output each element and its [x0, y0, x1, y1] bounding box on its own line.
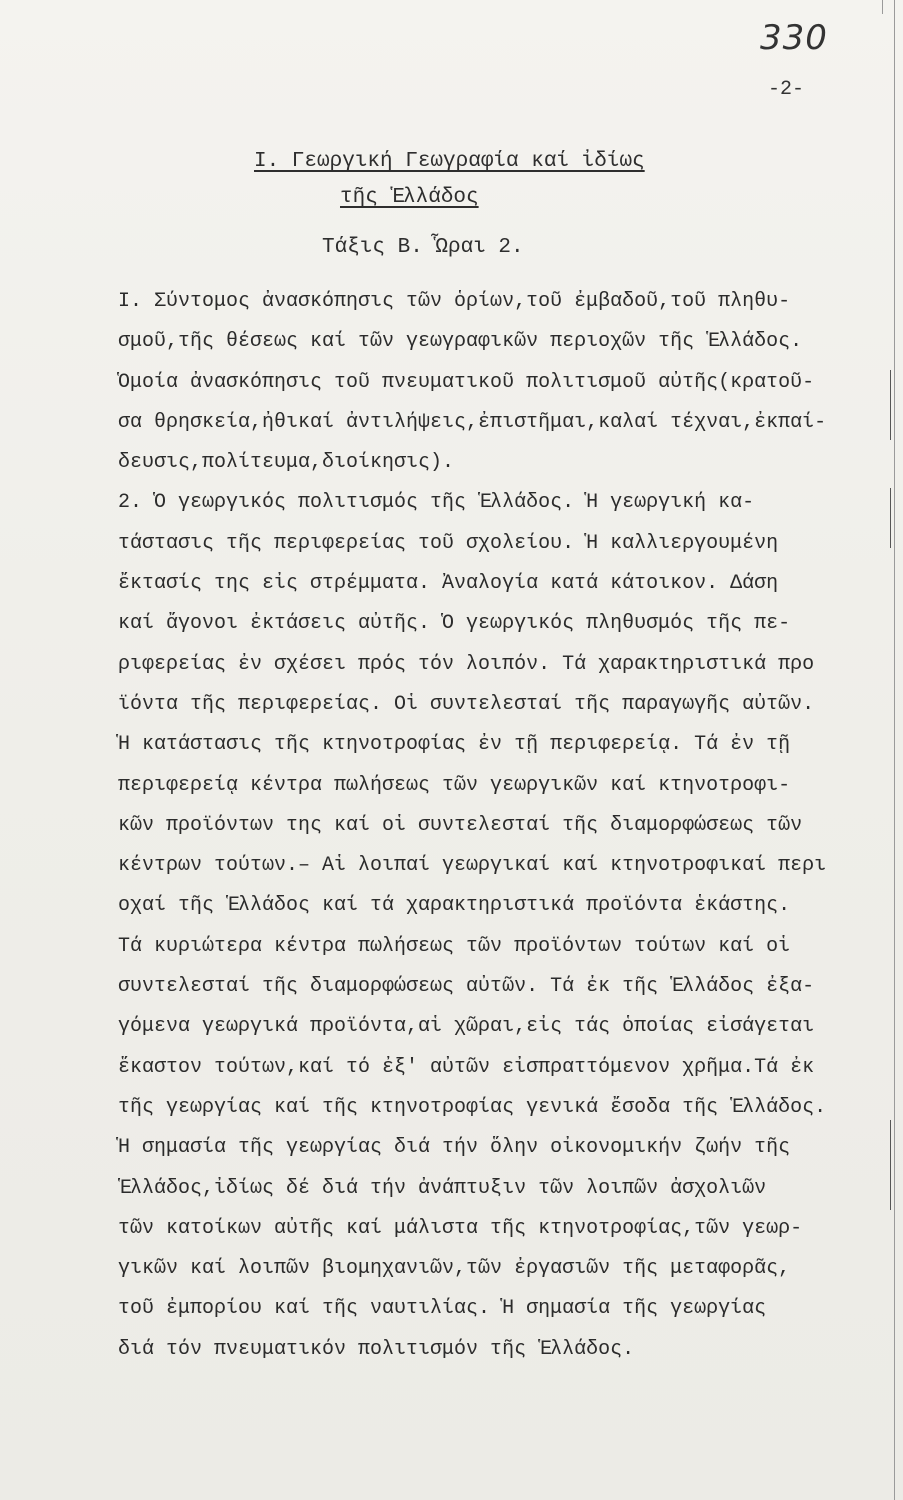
text-line: Ὁμοία ἀνασκόπησις τοῦ πνευματικοῦ πολιτισμοῦ αὐτῆς(κρατοῦ-	[118, 370, 815, 394]
text-line: Τά κυριώτερα κέντρα πωλήσεως τῶν προϊόντων τούτων καί οἱ	[118, 934, 791, 958]
text-line: κῶν προϊόντων της καί οἱ συντελεσταί τῆς διαμορφώσεως τῶν	[118, 813, 803, 837]
text-line: διά τόν πνευματικόν πολιτισμόν τῆς Ἑλλάδος.	[118, 1337, 635, 1361]
margin-bracket	[890, 1120, 891, 1210]
text-line: ριφερείας ἐν σχέσει πρός τόν λοιπόν. Τά χαρακτηριστικά προ	[118, 652, 815, 676]
section-title: I. Γεωργική Γεωγραφία καί ἰδίως	[254, 150, 645, 173]
text-line: καί ἄγονοι ἐκτάσεις αὐτῆς. Ὁ γεωργικός πληθυσμός τῆς πε-	[118, 612, 791, 636]
text-line: τάστασις τῆς περιφερείας τοῦ σχολείου. Ἡ καλλιεργουμένη	[118, 531, 779, 555]
text-line: Ἡ σημασία τῆς γεωργίας διά τήν ὅλην οἰκονομικήν ζωήν τῆς	[118, 1136, 791, 1160]
section-subtitle: τῆς Ἑλλάδος	[340, 186, 479, 209]
page-edge-line	[894, 0, 895, 1500]
text-line: ϊόντα τῆς περιφερείας. Οἱ συντελεσταί τῆς παραγωγῆς αὐτῶν.	[118, 692, 815, 716]
archive-number: 330	[760, 18, 828, 58]
text-line: δευσις,πολίτευμα,διοίκησις).	[118, 451, 455, 475]
text-line: οχαί τῆς Ἑλλάδος καί τά χαρακτηριστικά προϊόντα ἑκάστης.	[118, 894, 791, 918]
text-line: κέντρων τούτων.– Αἱ λοιπαί γεωργικαί καί κτηνοτροφικαί περι	[118, 854, 827, 878]
text-line: 2. Ὁ γεωργικός πολιτισμός τῆς Ἑλλάδος. Ἡ γεωργική κα-	[118, 491, 755, 515]
margin-bracket	[890, 370, 891, 440]
text-line: ἔκτασίς της εἰς στρέμματα. Ἀναλογία κατά κάτοικον. Δάση	[118, 572, 779, 596]
page-number: -2-	[768, 78, 805, 101]
text-line: γικῶν καί λοιπῶν βιομηχανιῶν,τῶν ἐργασιῶν τῆς μεταφορᾶς,	[118, 1257, 791, 1281]
text-line: τῆς γεωργίας καί τῆς κτηνοτροφίας γενικά ἔσοδα τῆς Ἑλλάδος.	[118, 1095, 827, 1119]
text-line: τοῦ ἐμπορίου καί τῆς ναυτιλίας. Ἡ σημασία τῆς γεωργίας	[118, 1297, 767, 1321]
text-line: σα θρησκεία,ἠθικαί ἀντιλήψεις,ἐπιστῆμαι,καλαί τέχναι,ἐκπαί-	[118, 410, 827, 434]
page-edge-tick	[882, 0, 883, 14]
text-line: Ἡ κατάστασις τῆς κτηνοτροφίας ἐν τῇ περιφερείᾳ. Τά ἐν τῇ	[118, 733, 791, 757]
text-line: Ἑλλάδος,ἰδίως δέ διά τήν ἀνάπτυξιν τῶν λοιπῶν ἀσχολιῶν	[118, 1176, 767, 1200]
text-line: συντελεσταί τῆς διαμορφώσεως αὐτῶν. Τά ἐκ τῆς Ἑλλάδος ἐξα-	[118, 975, 815, 999]
text-line: περιφερείᾳ κέντρα πωλήσεως τῶν γεωργικῶν καί κτηνοτροφι-	[118, 773, 791, 797]
text-line: τῶν κατοίκων αὐτῆς καί μάλιστα τῆς κτηνοτροφίας,τῶν γεωρ-	[118, 1216, 803, 1240]
text-line: I. Σύντομος ἀνασκόπησις τῶν ὁρίων,τοῦ ἐμβαδοῦ,τοῦ πληθυ-	[118, 290, 791, 313]
text-line: σμοῦ,τῆς θέσεως καί τῶν γεωγραφικῶν περιοχῶν τῆς Ἑλλάδος.	[118, 330, 803, 354]
text-line: γόμενα γεωργικά προϊόντα,αἱ χῶραι,εἰς τάς ὁποίας εἰσάγεται	[118, 1015, 815, 1039]
margin-bracket	[890, 488, 891, 548]
syllabus-body	[118, 282, 888, 1370]
class-hours: Τάξις Β. Ὧραι 2.	[322, 236, 524, 259]
text-line: ἕκαστον τούτων,καί τό ἐξ' αὐτῶν εἰσπραττόμενον χρῆμα.Τά ἐκ	[118, 1055, 815, 1079]
